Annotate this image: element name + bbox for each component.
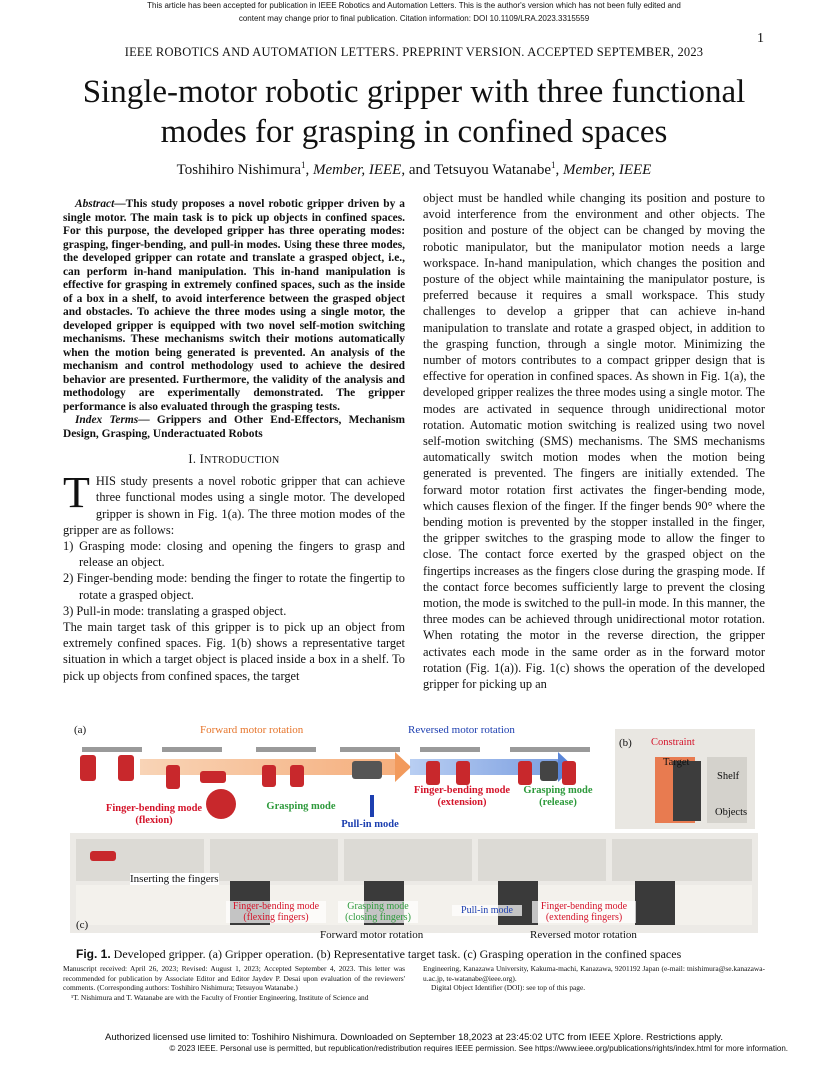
- author2-member: Member, IEEE: [563, 162, 652, 178]
- page-number: 1: [757, 31, 764, 46]
- author2-affil: 1: [551, 160, 556, 170]
- gripper-rail: [510, 747, 590, 752]
- grasping-release-label: Grasping mode (release): [523, 785, 593, 808]
- top-notice-line2: content may change prior to final publication. Citation information: DOI 10.1109/LRA.2023.3315559: [238, 13, 590, 23]
- section-numeral: I. I: [188, 452, 205, 466]
- bottom-forward-label: Forward motor rotation: [320, 929, 424, 941]
- bottom-notice-line1: Authorized licensed use limited to: Toshihiro Nishimura. Downloaded on September 18,2023 at 23:45:02 UTC from IEEE Xplore. Restrictions apply.: [105, 1032, 723, 1043]
- panel-c: [70, 833, 758, 933]
- finger-shape: [262, 765, 276, 787]
- section-heading: [63, 451, 405, 469]
- gripper-rail: [420, 747, 480, 752]
- author1-affil: 1: [301, 160, 306, 170]
- finger-shape: [166, 765, 180, 789]
- figure-caption: [76, 947, 766, 962]
- fb-flexion-label: Finger-bending mode (flexion): [105, 803, 203, 826]
- gripper-rail: [162, 747, 222, 752]
- author-line: Toshihiro Nishimura$^1$, Member, IEEE, and Tetsuyou Watanabe$^1$, Member, IEEE: [176, 160, 652, 178]
- caption-label: Fig. 1.: [76, 947, 111, 961]
- panel-a: [70, 721, 608, 829]
- c-grasp-closing-label: Grasping mode (closing fingers): [338, 901, 418, 923]
- abstract-text: —This study proposes a novel robotic gripper driven by a single motor. The main task is to pick up objects in confined spaces. For this purpose, the developed gripper has three operating modes: grasping, finger-bending, and pull-in modes. Using these three modes, the developed gripper can rotate and translate a grasped object, i.e., can perform in-hand manipulation. This in-hand manipulation is effective for grasping in extremely confined spaces, such as the inside of a box in a shelf, to avoid interference between the grasped object and obstacles. To achieve the three modes using a single motor, the developed gripper is equipped with two novel self-motion switching mechanisms. These mechanisms switch their motions automatically when the motion being generated is prevented. An analysis of the mechanism and control methodology used to achieve the desired behavior are presented. Furthermore, the validity of the analysis and methodology are experimentally demonstrated. The gripper performance is also evaluated through the grasping tests.: [63, 198, 405, 413]
- object-shape: [635, 881, 675, 925]
- author1-member: Member, IEEE: [313, 162, 402, 178]
- footnote-left: [63, 964, 405, 1002]
- panel-c-label: (c): [76, 919, 89, 931]
- index-terms: [63, 414, 405, 441]
- footnote-right: [423, 964, 765, 993]
- photo-frame: [612, 839, 752, 881]
- c-fb-extending-label: Finger-bending mode (extending fingers): [532, 901, 636, 923]
- intro-para1-text: HIS study presents a novel robotic gripper that can achieve three functional modes using a single motor. The developed gripper is shown in Fig. 1(a). The three motion modes of the gripper are as follows:: [63, 474, 405, 537]
- forward-arrow-head: [395, 752, 411, 782]
- footnote-left-text: Manuscript received: April 26, 2023; Revised: August 1, 2023; Accepted September 4, 2023. This letter was recommended for publication by Associate Editor and Editor Jaydev P. Desai upon evaluation of the reviewers' comments. (Corresponding authors: Toshihiro Nishimura; Tetsuyou Watanabe.): [63, 964, 405, 993]
- shelf-label: Shelf: [717, 771, 740, 782]
- finger-shape: [90, 851, 116, 861]
- dropcap: T: [63, 468, 90, 518]
- caption-text: Developed gripper. (a) Gripper operation. (b) Representative target task. (c) Grasping operation in the confined spaces: [110, 947, 682, 961]
- finger-shape: [562, 761, 576, 785]
- c-fb-flexing-label: Finger-bending mode (flexing fingers): [226, 901, 326, 923]
- gripper-rail: [340, 747, 400, 752]
- objects-shape: [673, 761, 701, 821]
- object-shape: [352, 761, 382, 779]
- list-item: 2) Finger-bending mode: bending the finger to rotate the fingertip to rotate a grasped object.: [63, 571, 405, 602]
- pull-in-mode-label: Pull-in mode: [341, 819, 399, 830]
- object-shape: [540, 761, 558, 781]
- objects-label: Objects: [715, 807, 748, 818]
- reversed-rotation-label: Reversed motor rotation: [408, 724, 515, 736]
- author1-name: Toshihiro Nishimura: [176, 162, 302, 178]
- left-column: [63, 198, 405, 684]
- index-terms-text: — Grippers and Other End-Effectors, Mechanism Design, Grasping, Underactuated Robots: [63, 414, 405, 440]
- intro-para1: [63, 468, 405, 538]
- inserting-label: Inserting the fingers: [130, 873, 219, 885]
- right-column: [423, 190, 765, 692]
- figure-1: [70, 721, 758, 946]
- pull-in-arrow-icon: [370, 795, 374, 817]
- c-pull-in-label: Pull-in mode: [452, 905, 522, 916]
- section-name: NTRODUCTION: [204, 455, 280, 466]
- top-notice: [0, 0, 828, 25]
- gripper-rail: [256, 747, 316, 752]
- author-and: , and: [401, 162, 434, 178]
- finger-shape: [200, 771, 226, 783]
- author2-name: Tetsuyou Watanabe: [433, 162, 551, 178]
- panel-b-label: (b): [619, 737, 632, 749]
- intro-para2: The main target task of this gripper is to pick up an object from extremely confined spaces. Fig. 1(b) shows a representative target situation in which a target object is placed inside a box in a shelf. To pick up objects from confined spaces, the target: [63, 620, 405, 683]
- abstract: [63, 198, 405, 414]
- photo-frame: [478, 839, 606, 881]
- footnote-right-text2: Digital Object Identifier (DOI): see top of this page.: [431, 983, 586, 993]
- panel-a-label: (a): [74, 724, 87, 736]
- finger-shape: [456, 761, 470, 785]
- target-label: Target: [663, 757, 690, 768]
- bottom-notice: [0, 1032, 828, 1054]
- right-column-text: object must be handled while changing its position and posture to avoid interference from the environment and other objects. The position and posture of the object can be changed by moving the robotic manipulator, but the manipulator motion needs a large workspace. In-hand manipulation, which changes the position and posture of the object while maintaining the manipulator posture, is preferred because it requires a small workspace. This study challenges to develop a gripper that can achieve in-hand manipulation to translate and rotate a grasped object, in addition to the grasping function, through a single motor. Minimizing the number of motors contributes to a compact gripper design that is effective for operation in confined spaces. As shown in Fig. 1(a), the developed gripper realizes the three modes using a single motor. The modes are activated in sequence through unidirectional motor rotation. Automatic motion switching is realized using two novel self-motion switching (SMS) mechanisms. The SMS mechanisms automatically switch motion modes when the motion being generated is prevented. The fingers are initially extended. The forward motor rotation first activates the finger-bending mode, which causes flexion of the finger. If the finger bends 90° where the bending motion is prevented by the stopper installed in the finger, the gripper switches to the grasping mode to allow the finger to close. The contact force exerted by the grasped object on the fingertips increases as the fingers close during the grasping mode. If the contact force becomes sufficiently large to prevent the closing motion, the mode is switched to the pull-in mode. In this manner, the three modes can be achieved through unidirectional motor rotation. When rotating the motor in the reverse direction, the gripper activates each mode in the same order as in the forward motor rotation (Fig. 1(a)). Fig. 1(c) shows the operation of the developed gripper for picking up an: [423, 191, 765, 692]
- list-item: 3) Pull-in mode: translating a grasped object.: [63, 603, 287, 618]
- finger-shape: [118, 755, 134, 781]
- top-notice-line1: This article has been accepted for publication in IEEE Robotics and Automation Letters. This is the author's version which has not been fully edited and: [147, 1, 681, 10]
- rotation-arrow-icon: [206, 789, 236, 819]
- panel-b: [615, 729, 755, 829]
- finger-shape: [518, 761, 532, 785]
- finger-shape: [290, 765, 304, 787]
- photo-frame: [344, 839, 472, 881]
- list-item: 1) Grasping mode: closing and opening the fingers to grasp and release an object.: [63, 539, 405, 570]
- footnote-right-text: Engineering, Kanazawa University, Kakuma-machi, Kanazawa, 9201192 Japan (e-mail: tnishimura@se.kanazawa-u.ac.jp, te-watanabe@ieee.org).: [423, 964, 765, 983]
- running-header: IEEE ROBOTICS AND AUTOMATION LETTERS. PREPRINT VERSION. ACCEPTED SEPTEMBER, 2023: [124, 45, 704, 59]
- finger-shape: [426, 761, 440, 785]
- footnote-left-text2: ¹T. Nishimura and T. Watanabe are with the Faculty of Frontier Engineering, Institute of Science and: [71, 992, 369, 1002]
- forward-rotation-label: Forward motor rotation: [200, 724, 304, 736]
- finger-shape: [80, 755, 96, 781]
- gripper-rail: [82, 747, 142, 752]
- photo-frame: [210, 839, 338, 881]
- paper-title: [40, 72, 788, 152]
- fb-extension-label: Finger-bending mode (extension): [413, 785, 511, 808]
- title-line1: Single-motor robotic gripper with three functional: [82, 74, 746, 110]
- abstract-label: Abstract: [75, 198, 115, 210]
- index-terms-label: Index Terms: [75, 414, 139, 426]
- constraint-label: Constraint: [651, 737, 695, 748]
- title-line2: modes for grasping in confined spaces: [160, 114, 668, 150]
- grasping-mode-label: Grasping mode: [266, 801, 336, 812]
- bottom-notice-line2: © 2023 IEEE. Personal use is permitted, but republication/redistribution requires IEEE permission. See https://www.ieee.org/publications/rights/index.html for more information.: [169, 1044, 788, 1053]
- bottom-reversed-label: Reversed motor rotation: [530, 929, 637, 941]
